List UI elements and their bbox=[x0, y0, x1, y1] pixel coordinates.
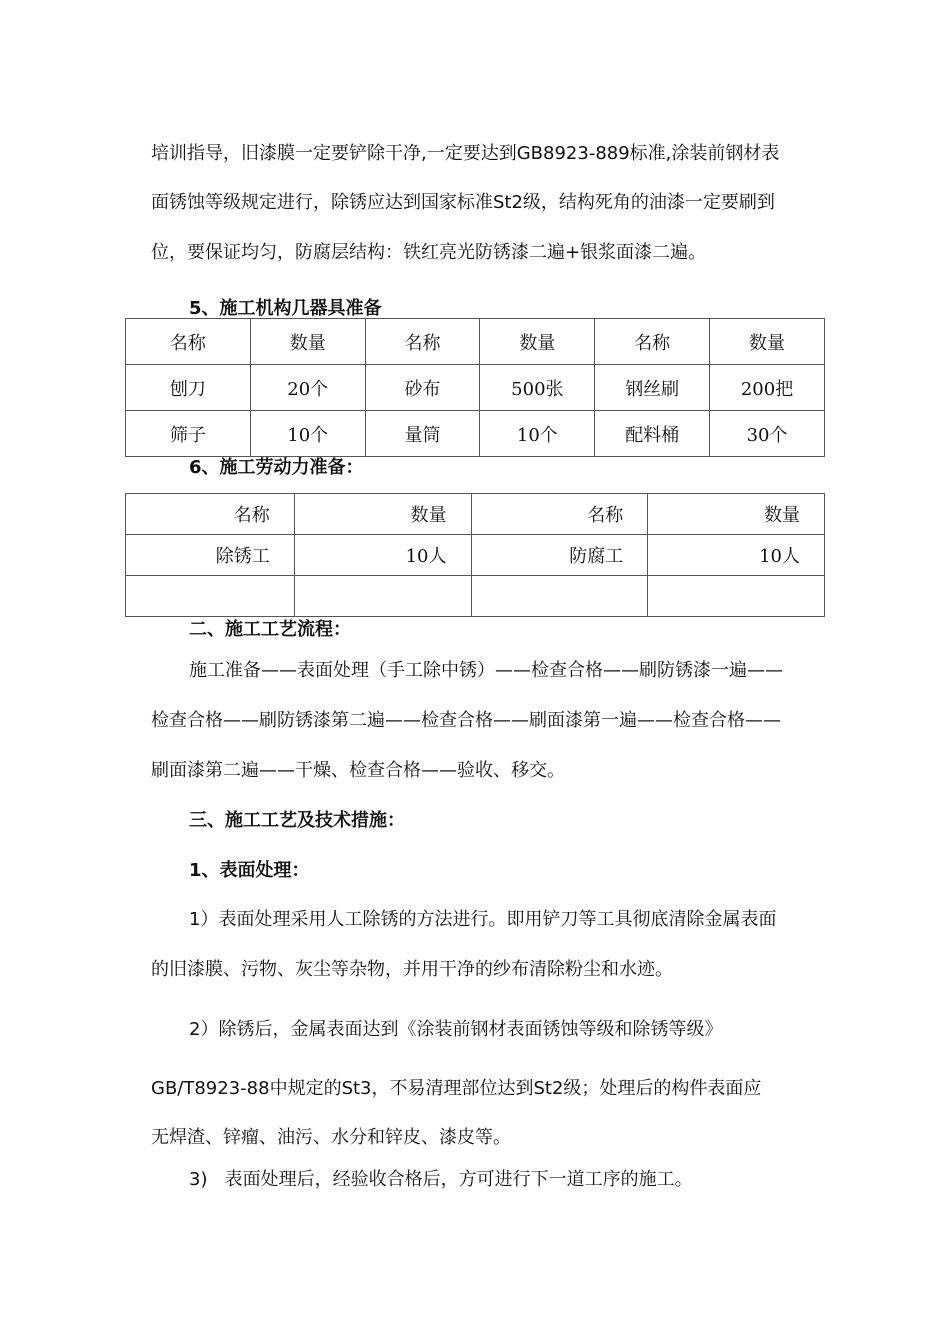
table-cell: 钢丝刷 bbox=[595, 365, 710, 411]
item-2-line-1: 2）除锈后，金属表面达到《涂装前钢材表面锈蚀等级和除锈等级》 bbox=[189, 1019, 723, 1040]
item-1-line-2: 的旧漆膜、污物、灰尘等杂物，并用干净的纱布清除粉尘和水迹。 bbox=[151, 959, 673, 980]
table-cell bbox=[471, 576, 648, 617]
table-cell: 除锈工 bbox=[126, 535, 295, 576]
table-row bbox=[126, 535, 825, 576]
section-5-heading: 5、施工机构几器具准备 bbox=[189, 298, 382, 319]
table-cell: 量筒 bbox=[365, 411, 480, 457]
section-6-heading: 6、施工劳动力准备： bbox=[189, 457, 364, 478]
table-row bbox=[126, 411, 825, 457]
item-1-line-1: 1）表面处理采用人工除锈的方法进行。即用铲刀等工具彻底清除金属表面 bbox=[189, 909, 777, 930]
flow-line-3: 刷面漆第二遍——干燥、检查合格——验收、移交。 bbox=[151, 760, 565, 781]
flow-line-1: 施工准备——表面处理（手工除中锈）——检查合格——刷防锈漆一遍—— bbox=[189, 660, 783, 681]
table-row bbox=[126, 576, 825, 617]
part-2-heading: 二、施工工艺流程： bbox=[189, 619, 351, 640]
table-cell: 10个 bbox=[250, 411, 365, 457]
table-cell: 砂布 bbox=[365, 365, 480, 411]
flow-line-2: 检查合格——刷防锈漆第二遍——检查合格——刷面漆第一遍——检查合格—— bbox=[151, 710, 781, 731]
table-cell: 30个 bbox=[710, 411, 825, 457]
table-cell: 10人 bbox=[294, 535, 471, 576]
table-cell: 200把 bbox=[710, 365, 825, 411]
table-cell: 10个 bbox=[480, 411, 595, 457]
table-cell: 刨刀 bbox=[126, 365, 251, 411]
header-cell: 名称 bbox=[471, 494, 648, 535]
header-cell: 名称 bbox=[365, 319, 480, 365]
item-3-line: 3) 表面处理后，经验收合格后，方可进行下一道工序的施工。 bbox=[189, 1169, 693, 1190]
item-2-line-3: 无焊渣、锌瘤、油污、水分和锌皮、漆皮等。 bbox=[151, 1127, 511, 1148]
intro-line-2: 面锈蚀等级规定进行，除锈应达到国家标准St2级，结构死角的油漆一定要刷到 bbox=[151, 192, 775, 213]
subsection-1-heading: 1、表面处理： bbox=[189, 860, 310, 881]
table-cell bbox=[126, 576, 295, 617]
tools-table bbox=[125, 318, 825, 457]
intro-line-1: 培训指导，旧漆膜一定要铲除干净,一定要达到GB8923-889标准,涂装前钢材表 bbox=[151, 143, 780, 164]
item-2-line-2: GB/T8923-88中规定的St3，不易清理部位达到St2级；处理后的构件表面应 bbox=[151, 1078, 762, 1099]
intro-line-3: 位，要保证均匀，防腐层结构：铁红亮光防锈漆二遍+银浆面漆二遍。 bbox=[151, 242, 707, 263]
table-cell: 筛子 bbox=[126, 411, 251, 457]
table-cell: 10人 bbox=[648, 535, 825, 576]
header-cell: 名称 bbox=[126, 494, 295, 535]
header-cell: 数量 bbox=[710, 319, 825, 365]
part-3-heading: 三、施工工艺及技术措施： bbox=[189, 810, 405, 831]
header-cell: 数量 bbox=[250, 319, 365, 365]
table-cell bbox=[648, 576, 825, 617]
table-row bbox=[126, 365, 825, 411]
labor-table bbox=[125, 493, 825, 617]
header-cell: 数量 bbox=[480, 319, 595, 365]
table-cell: 配料桶 bbox=[595, 411, 710, 457]
table-cell bbox=[294, 576, 471, 617]
header-cell: 名称 bbox=[595, 319, 710, 365]
header-cell: 数量 bbox=[648, 494, 825, 535]
header-cell: 名称 bbox=[126, 319, 251, 365]
table-cell: 防腐工 bbox=[471, 535, 648, 576]
table-cell: 500张 bbox=[480, 365, 595, 411]
table-header-row bbox=[126, 494, 825, 535]
header-cell: 数量 bbox=[294, 494, 471, 535]
table-header-row bbox=[126, 319, 825, 365]
table-cell: 20个 bbox=[250, 365, 365, 411]
